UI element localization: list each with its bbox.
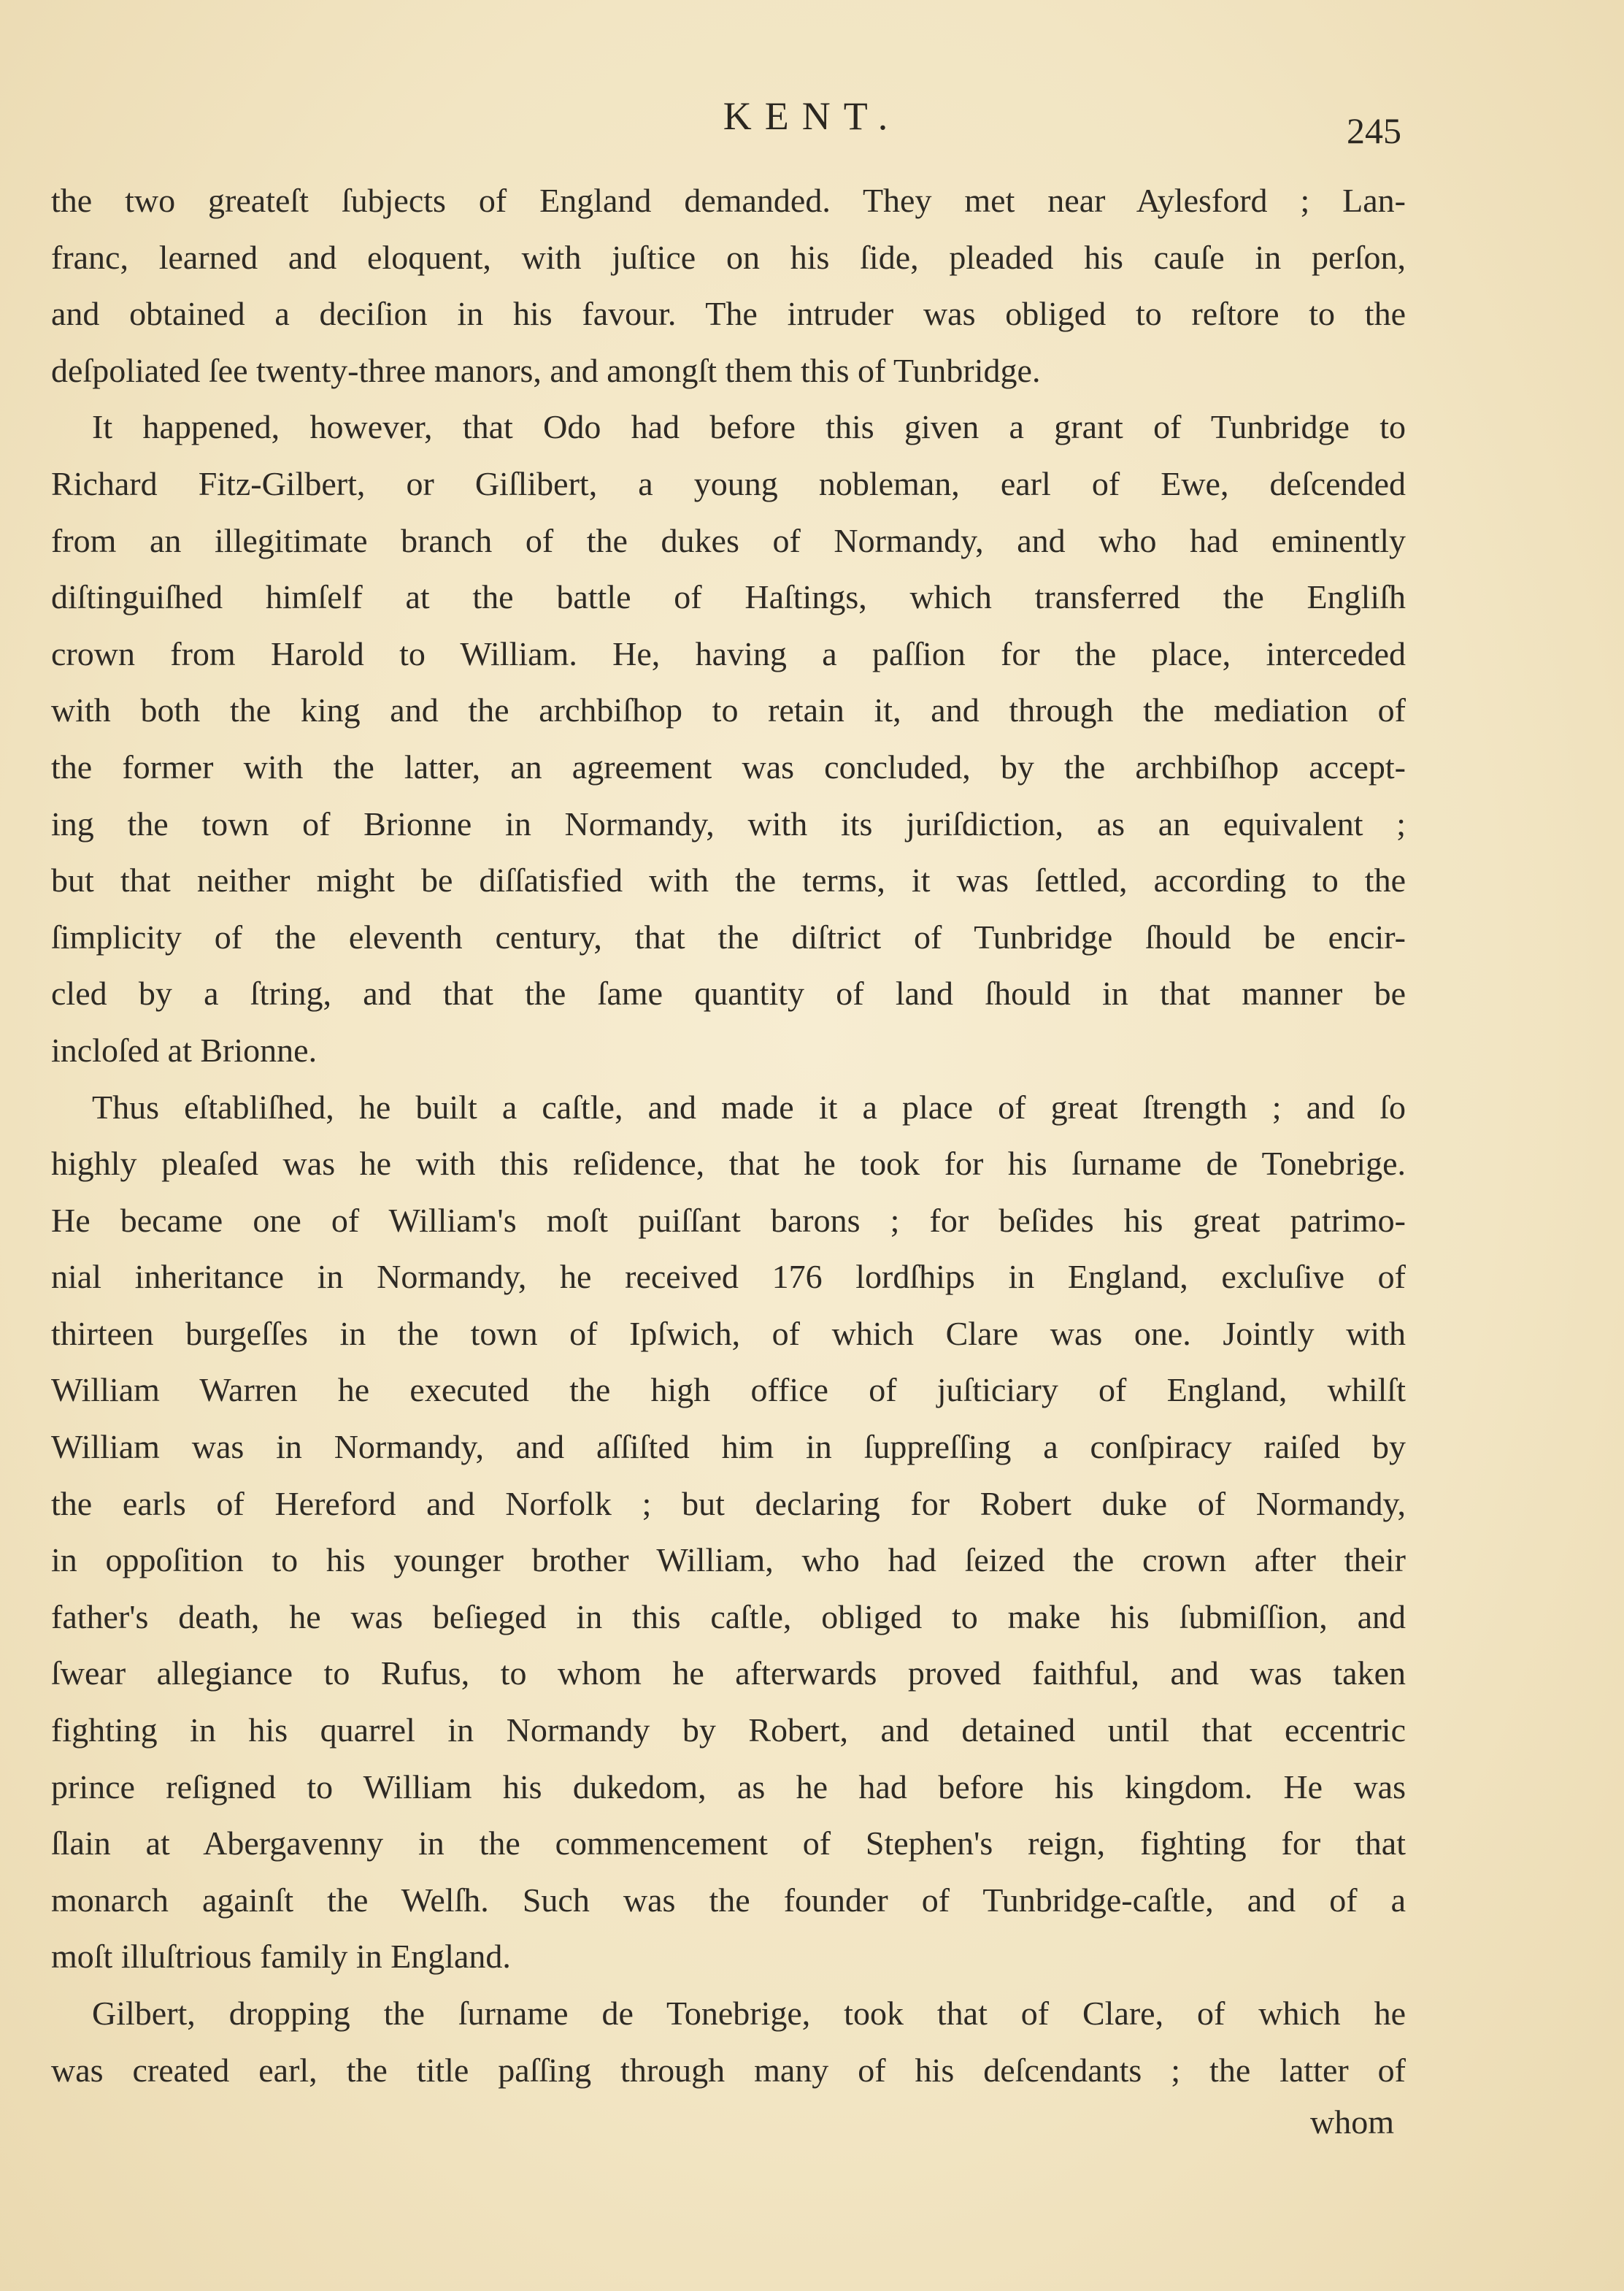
- text-line: incloſed at Brionne.: [51, 1031, 318, 1069]
- text-line: Thus eſtabliſhed, he built a caſtle, and made it a place of great ſtrength ; and ſo: [92, 1088, 1406, 1126]
- text-line: prince reſigned to William his dukedom, as he had before his kingdom. He was: [51, 1768, 1406, 1805]
- body-text: [51, 172, 1406, 2098]
- text-line: moſt illuſtrious family in England.: [51, 1938, 511, 1976]
- text-line: William was in Normandy, and aſſiſted him in ſuppreſſing a conſpiracy raiſed by: [51, 1428, 1406, 1466]
- text-line: monarch againſt the Welſh. Such was the founder of Tunbridge-caſtle, and of a: [51, 1881, 1406, 1919]
- text-line: highly pleaſed was he with this reſidence, that he took for his ſurname de Tonebrige.: [51, 1145, 1406, 1183]
- text-line: father's death, he was beſieged in this caſtle, obliged to make his ſubmiſſion, and: [51, 1597, 1406, 1635]
- text-line: diſtinguiſhed himſelf at the battle of Haſtings, which transferred the Engliſh: [51, 578, 1406, 616]
- text-line: He became one of William's moſt puiſſant barons ; for beſides his great patrimo-: [51, 1201, 1406, 1239]
- text-line: Gilbert, dropping the ſurname de Tonebrige, took that of Clare, of which he: [92, 1995, 1406, 2032]
- text-line: cled by a ſtring, and that the ſame quantity of land ſhould in that manner be: [51, 975, 1406, 1013]
- text-line: It happened, however, that Odo had before this given a grant of Tunbridge to: [92, 408, 1406, 446]
- text-line: was created earl, the title paſſing through many of his deſcendants ; the latter of: [51, 2051, 1406, 2089]
- text-line: ſimplicity of the eleventh century, that the diſtrict of Tunbridge ſhould be encir-: [51, 918, 1406, 956]
- text-line: fighting in his quarrel in Normandy by Robert, and detained until that eccentric: [51, 1711, 1406, 1749]
- text-line: Richard Fitz-Gilbert, or Giſlibert, a young nobleman, earl of Ewe, deſcended: [51, 464, 1406, 502]
- text-line: nial inheritance in Normandy, he received 176 lordſhips in England, excluſive of: [51, 1258, 1406, 1296]
- text-line: from an illegitimate branch of the dukes of Normandy, and who had eminently: [51, 521, 1406, 559]
- text-line: ſlain at Abergavenny in the commencement of Stephen's reign, fighting for that: [51, 1824, 1406, 1862]
- running-title: KENT.: [723, 94, 901, 138]
- text-line: with both the king and the archbiſhop to retain it, and through the mediation of: [51, 691, 1406, 729]
- text-line: thirteen burgeſſes in the town of Ipſwich, of which Clare was one. Jointly with: [51, 1314, 1406, 1352]
- text-line: the former with the latter, an agreement was concluded, by the archbiſhop accept-: [51, 748, 1406, 786]
- text-line: crown from Harold to William. He, having a paſſion for the place, interceded: [51, 634, 1406, 672]
- catchword: whom: [1310, 2103, 1394, 2141]
- text-line: and obtained a deciſion in his favour. The intruder was obliged to reſtore to the: [51, 295, 1406, 333]
- text-line: William Warren he executed the high office of juſticiary of England, whilſt: [51, 1371, 1406, 1409]
- text-line: the two greateſt ſubjects of England demanded. They met near Aylesford ; Lan-: [51, 182, 1406, 219]
- text-line: the earls of Hereford and Norfolk ; but declaring for Robert duke of Normandy,: [51, 1484, 1406, 1522]
- text-line: franc, learned and eloquent, with juſtice on his ſide, pleaded his cauſe in perſon,: [51, 238, 1406, 276]
- text-line: in oppoſition to his younger brother William, who had ſeized the crown after their: [51, 1541, 1406, 1579]
- page-number: 245: [1347, 110, 1401, 151]
- text-line: ing the town of Brionne in Normandy, with its juriſdiction, as an equivalent ;: [51, 805, 1406, 843]
- text-line: but that neither might be diſſatisfied with the terms, it was ſettled, according to the: [51, 861, 1406, 899]
- text-line: deſpoliated ſee twenty-three manors, and amongſt them this of Tunbridge.: [51, 351, 1041, 389]
- text-line: ſwear allegiance to Rufus, to whom he afterwards proved faithful, and was taken: [51, 1654, 1406, 1692]
